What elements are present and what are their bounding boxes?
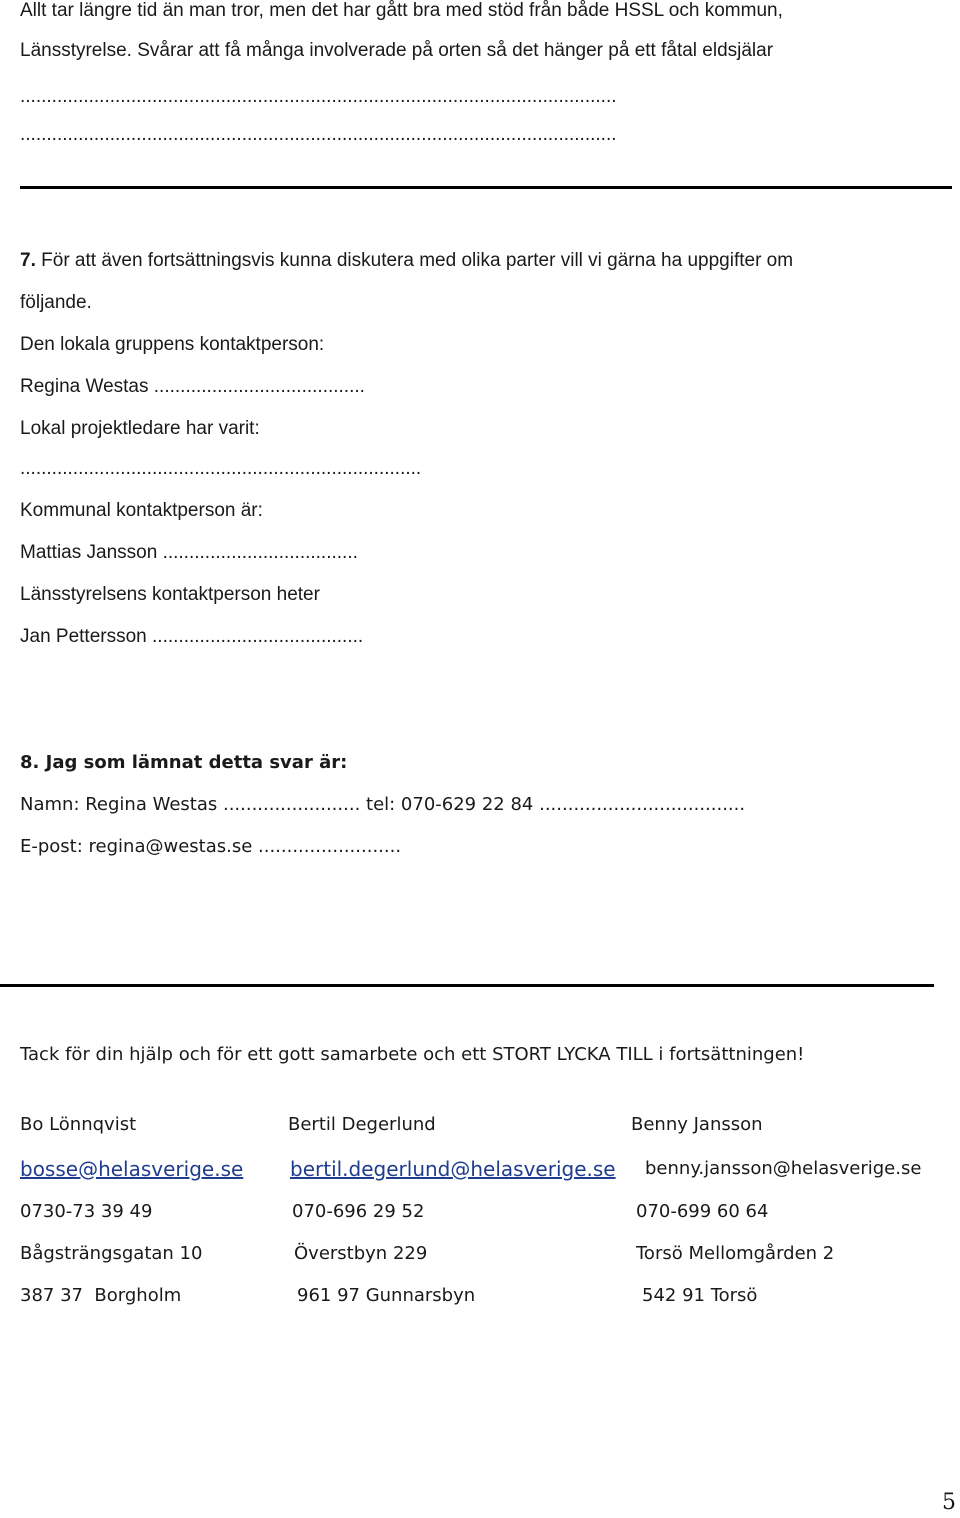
contact-name: Bo Lönnqvist xyxy=(20,1114,137,1135)
contact-phone: 070-699 60 64 xyxy=(636,1201,769,1222)
contact-street: Bågsträngsgatan 10 xyxy=(20,1243,203,1264)
contact-phone: 070-696 29 52 xyxy=(292,1201,425,1222)
contact-email-link[interactable]: bosse@helasverige.se xyxy=(20,1157,244,1181)
contact-email: benny.jansson@helasverige.se xyxy=(645,1158,922,1179)
contact-street: Överstbyn 229 xyxy=(294,1243,428,1264)
section-7-question xyxy=(20,250,793,272)
municipal-contact-label: Kommunal kontaktperson är: xyxy=(20,500,263,521)
thank-you-message: Tack för din hjälp och för ett gott samarbete och ett STORT LYCKA TILL i fortsättningen! xyxy=(20,1044,805,1065)
section-divider-bottom xyxy=(0,984,934,987)
project-leader-value: ............................................................................ xyxy=(20,458,422,479)
county-contact-value: Jan Pettersson ........................................ xyxy=(20,626,364,647)
section-8-heading: 8. Jag som lämnat detta svar är: xyxy=(20,752,348,773)
contact-email-link[interactable]: bertil.degerlund@helasverige.se xyxy=(290,1157,616,1181)
section-7-number: 7. xyxy=(20,250,36,271)
respondent-name-phone: Namn: Regina Westas ........................ tel: 070-629 22 84 .................................... xyxy=(20,794,746,815)
section-7-question-continued: följande. xyxy=(20,292,92,313)
contact-street: Torsö Mellomgården 2 xyxy=(636,1243,835,1264)
project-leader-label: Lokal projektledare har varit: xyxy=(20,418,260,439)
contact-city: 542 91 Torsö xyxy=(642,1285,758,1306)
contact-phone: 0730-73 39 49 xyxy=(20,1201,153,1222)
county-contact-label: Länsstyrelsens kontaktperson heter xyxy=(20,584,320,605)
municipal-contact-value: Mattias Jansson ..................................... xyxy=(20,542,358,563)
intro-line-2: Länsstyrelse. Svårar att få många involverade på orten så det hänger på ett fåtal eldsjälar xyxy=(20,40,774,61)
contact-city: 387 37 Borgholm xyxy=(20,1285,182,1306)
contact-name: Bertil Degerlund xyxy=(288,1114,436,1135)
dotted-answer-line-2: ................................................................................................................. xyxy=(20,124,617,145)
intro-line-1: Allt tar längre tid än man tror, men det har gått bra med stöd från både HSSL och kommun, xyxy=(20,0,783,21)
page-number: 5 xyxy=(942,1490,956,1515)
respondent-email: E-post: regina@westas.se ......................... xyxy=(20,836,402,857)
section-divider-top xyxy=(20,186,952,189)
local-contact-value: Regina Westas ........................................ xyxy=(20,376,365,397)
dotted-answer-line-1: ................................................................................................................. xyxy=(20,86,617,107)
section-7-question-text: För att även fortsättningsvis kunna diskutera med olika parter vill vi gärna ha uppgifter om xyxy=(41,250,794,271)
contact-name: Benny Jansson xyxy=(631,1114,763,1135)
contact-city: 961 97 Gunnarsbyn xyxy=(297,1285,476,1306)
local-contact-label: Den lokala gruppens kontaktperson: xyxy=(20,334,325,355)
